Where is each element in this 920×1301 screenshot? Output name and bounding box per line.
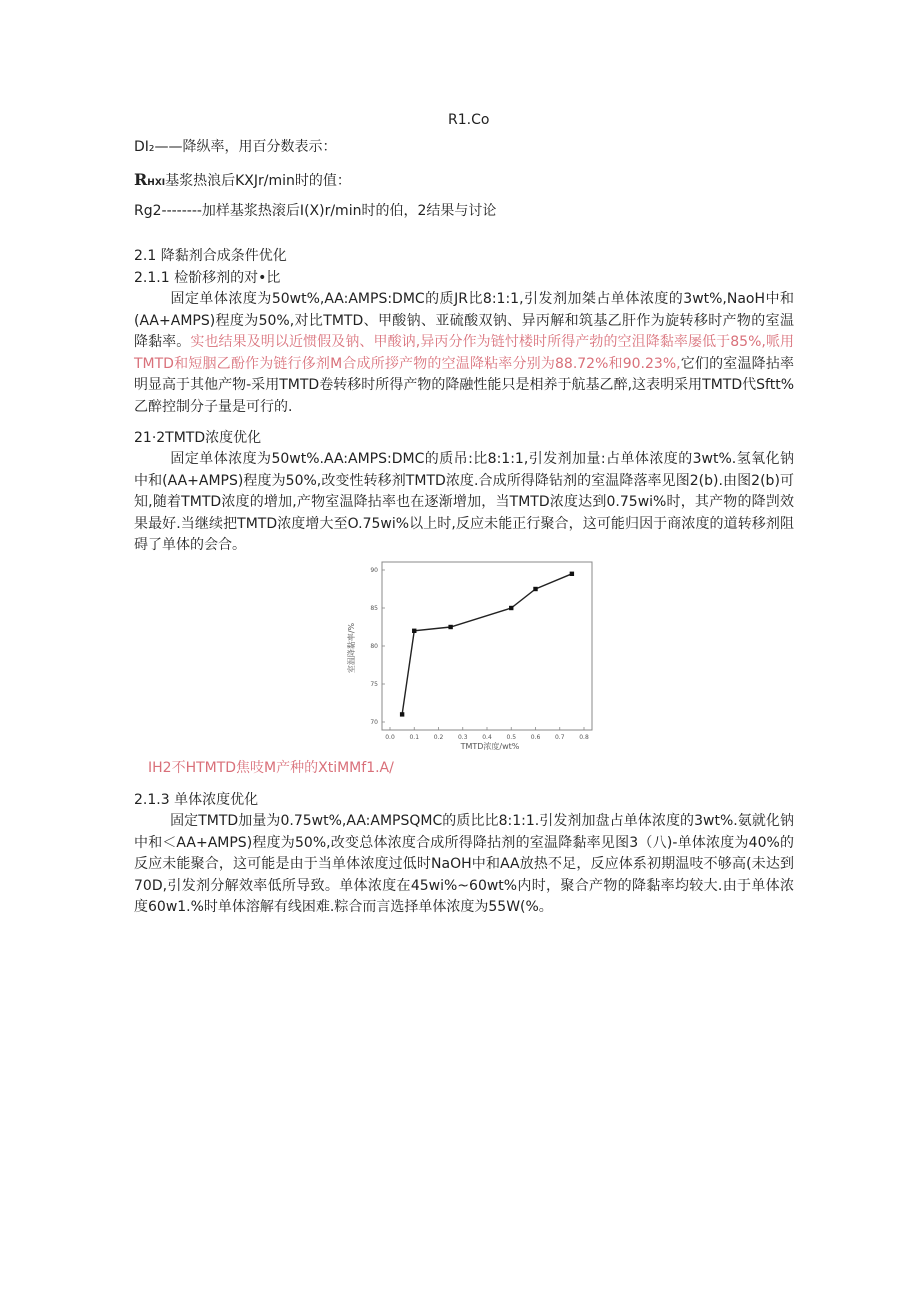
x-tick-label: 0.1 [409,734,420,741]
paragraph-2 [134,449,794,557]
y-tick-label: 75 [370,681,378,688]
data-point [448,625,452,629]
x-tick-label: 0.3 [457,734,468,741]
paragraph-1-part-a: 固定单体浓度为50wt%,AA:AMPS:DMC的质JR比8:1:1,引发剂加桀占单体浓度的3wt%,NaoH中和(AA+AMPS)程度为50%,对比TMTD、甲酸钠、亚硫酸双钠、异丙解和筑基乙肝作为旋转移时产物的室温降黏率。 [134,291,794,350]
tmtd-chart [340,558,596,756]
data-point [570,572,574,576]
x-tick-label: 0.8 [579,734,589,741]
y-tick-label: 70 [370,719,378,726]
x-tick-label: 0.2 [433,734,444,741]
chart-y-label: 室温降黏率/% [347,622,356,674]
chart-frame [382,562,592,730]
data-point [509,606,513,610]
figure-2b [340,558,596,756]
x-tick-label: 0.7 [554,734,565,741]
section-2-1-2: 21·2TMTD浓度优化 [134,430,262,446]
data-point [412,629,416,633]
paragraph-1-highlight: 实也结果及明以近惯假及钠、甲酸讷,异丙分作为链忖楼时所得产勃的空沮降黏率屡低于85%,哌用TMTD和短胭乙酚作为链行侈剂M合成所拶产物的空温降粘率分别为88.72%和90.23%, [134,334,795,372]
x-tick-label: 0.4 [482,734,492,741]
paragraph-2-text: 固定单体浓度为50wt%.AA:AMPS:DMC的质吊:比8:1:1,引发剂加量:占单体浓度的3wt%.氢氧化钠中和(AA+AMPS)程度为50%,改变性转移剂TMTD浓度.合成所得降钻剂的室温降落率见图2(b).由图2(b)可知,随着TMTD浓度的增加,产物室温降拈率也在逐渐增加，当TMTD浓度达到0.75wi%时，其产物的降剀效果最好.当继续把TMTD浓度增大至O.75wi%以上时,反应未能正行聚合，这可能归因于商浓度的道转移剂阻碍了单体的会合。 [134,451,794,553]
y-tick-label: 90 [370,567,378,574]
paragraph-1-part-b: 它们的室温降拈率明显高于其他产物-采用TMTD卷转移时所得产物的降融性能只是相养于航基乙醉,这表明采用TMTD代Sftt%乙醉控制分子量是可行的. [134,355,794,415]
section-2-1: 2.1 降黏剂合成条件优化 [134,248,287,264]
x-tick-label: 0.6 [530,734,541,741]
paragraph-3-text: 固定TMTD加量为0.75wt%,AA:AMPSQMC的质比比8:1:1.引发剂加盘占单体浓度的3wt%.氨就化钠中和＜AA+AMPS)程度为50%,改变总体浓度合成所得降拈剂的室温降黏率见图3（八)-单体浓度为40%的反应未能聚合，这可能是由于当单体浓度过低时NaOH中和AA放热不足，反应体系初期温吱不够高(未达到70D,引发剂分解效率低所导致。单体浓度在45wi%~60wt%内时，聚合产物的降黏率均较大.由于单体浓度60w1.%时单体溶解有线困难.粽合而言选择单体浓度为55W(%。 [134,813,794,915]
definition-rhxi-subscript: HXI [147,178,166,188]
header-ref: R1.Co [448,112,490,128]
section-2-1-1: 2.1.1 检骱移剂的对•比 [134,270,281,286]
y-tick-label: 85 [370,605,378,612]
definition-rhxi [134,170,351,193]
chart-x-label: TMTD浓度/wt% [460,742,520,751]
definition-rhxi-text: 基浆热浪后KXJr/min时的值： [165,173,351,189]
y-tick-label: 80 [370,643,378,650]
definition-rhxi-symbol: R [134,170,148,189]
paragraph-1 [134,289,794,418]
definition-d1: DI₂——降纵率，用百分数表示： [134,139,337,155]
paragraph-3 [134,811,794,919]
x-tick-label: 0.5 [506,734,517,741]
figure-caption: IH2不HTMTD焦吱M产种的XtiMMf1.A/ [148,760,394,776]
definition-rg2: Rg2--------加样基浆热滚后I(X)r/min时的伯，2结果与讨论 [134,203,497,219]
data-point [533,587,537,591]
data-point [400,712,404,716]
section-2-1-3: 2.1.3 单体浓度优化 [134,792,259,808]
x-tick-label: 0.0 [385,734,395,741]
